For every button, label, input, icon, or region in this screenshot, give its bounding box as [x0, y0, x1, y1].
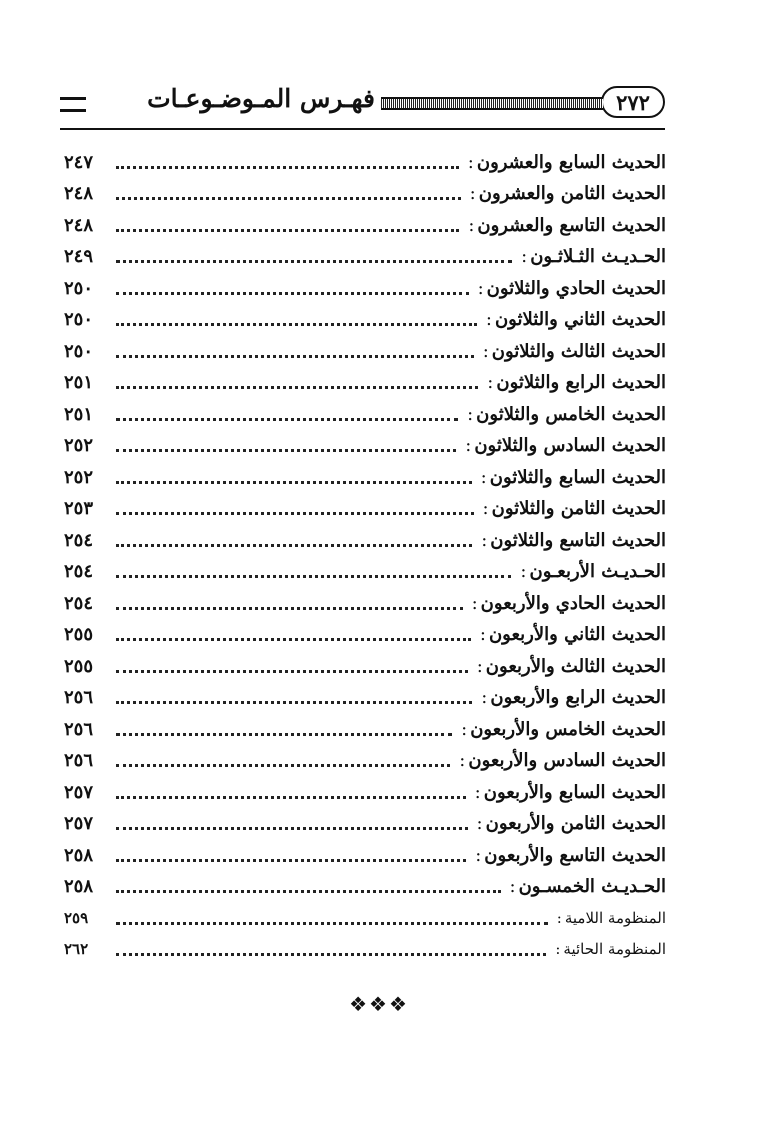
- toc-entry-page: ٢٥٤: [64, 561, 94, 583]
- toc-entry-page: ٢٤٨: [64, 214, 94, 236]
- dot-leader: [116, 921, 548, 925]
- toc-entry-page: ٢٤٧: [64, 151, 94, 173]
- toc-entry: الحديث السادس والأربعون : ٢٥٦: [64, 750, 666, 772]
- toc-entry-title: الحديث الثامن والثلاثون: [491, 498, 666, 520]
- toc-entry-page: ٢٥٢: [64, 435, 94, 457]
- toc-entry-title: الحديث التاسع والأربعون: [484, 844, 666, 866]
- table-of-contents: [64, 147, 666, 965]
- dot-leader: [116, 322, 477, 326]
- toc-entry: الحـديـث الخمسـون : ٢٥٨: [64, 876, 666, 898]
- toc-entry-page: ٢٥٦: [64, 750, 94, 772]
- toc-entry-title: الحديث الثالث والثلاثون: [491, 340, 666, 362]
- header-rule: [60, 128, 665, 130]
- toc-entry-title: الحديث السادس والثلاثون: [474, 435, 666, 457]
- toc-entry: الحديث الثامن والأربعون : ٢٥٧: [64, 813, 666, 835]
- toc-entry-page: ٢٥٧: [64, 813, 94, 835]
- dot-leader: [116, 952, 546, 956]
- toc-entry: الحديث التاسع والعشرون : ٢٤٨: [64, 214, 666, 236]
- toc-entry-title: الحـديـث الأربعـون: [529, 561, 666, 583]
- toc-entry-page: ٢٥١: [64, 403, 94, 425]
- toc-entry: الحديث الرابع والأربعون : ٢٥٦: [64, 687, 666, 709]
- toc-entry-page: ٢٤٩: [64, 246, 94, 268]
- appendix-entry: المنظومة الحائية : ٢٦٢: [64, 940, 666, 958]
- dot-leader: [116, 858, 466, 862]
- toc-entry-page: ٢٥٥: [64, 655, 94, 677]
- dot-leader: [116, 354, 474, 358]
- toc-entry: الحـديـث الثـلاثـون : ٢٤٩: [64, 246, 666, 268]
- toc-entry-title: الحديث الرابع والأربعون: [490, 687, 666, 709]
- toc-entry: الحديث الخامس والأربعون : ٢٥٦: [64, 718, 666, 740]
- toc-entry: الحديث الرابع والثلاثون : ٢٥١: [64, 372, 666, 394]
- toc-entry-title: الحديث السابع والثلاثون: [489, 466, 666, 488]
- toc-entry-page: ٢٥٠: [64, 340, 94, 362]
- toc-entry-page: ٢٤٨: [64, 183, 94, 205]
- dot-leader: [116, 196, 461, 200]
- dot-leader: [116, 480, 472, 484]
- dot-leader: [116, 511, 474, 515]
- appendix-entry-title: المنظومة اللامية: [564, 909, 666, 927]
- toc-entry: الحـديـث الأربعـون : ٢٥٤: [64, 561, 666, 583]
- toc-entry-page: ٢٥٠: [64, 309, 94, 331]
- dot-leader: [116, 637, 471, 641]
- appendix-entry: المنظومة اللامية : ٢٥٩: [64, 909, 666, 927]
- toc-entry-title: الحديث التاسع والثلاثون: [490, 529, 666, 551]
- dot-leader: [116, 700, 472, 704]
- toc-entry-page: ٢٥١: [64, 372, 94, 394]
- toc-entry-title: الحديث الحادي والأربعون: [480, 592, 666, 614]
- toc-entry-title: الحـديـث الثـلاثـون: [530, 246, 666, 268]
- toc-entry-page: ٢٥٤: [64, 529, 94, 551]
- toc-entry-title: الحديث التاسع والعشرون: [477, 214, 666, 236]
- toc-entry-page: ٢٥٧: [64, 781, 94, 803]
- header-title: فهـرس المـوضـوعـات: [147, 84, 375, 113]
- appendix-entry-page: ٢٦٢: [64, 940, 89, 958]
- dot-leader: [116, 228, 459, 232]
- dot-leader: [116, 448, 456, 452]
- toc-entry-title: الحديث الخامس والثلاثون: [476, 403, 666, 425]
- toc-entry-page: ٢٥٦: [64, 718, 94, 740]
- toc-entry-page: ٢٥٥: [64, 624, 94, 646]
- toc-entry-title: الحديث الثاني والأربعون: [488, 624, 666, 646]
- toc-entry: الحديث الثاني والأربعون : ٢٥٥: [64, 624, 666, 646]
- page-header: [60, 84, 665, 126]
- toc-entry-title: الحديث السابع والأربعون: [483, 781, 666, 803]
- toc-entry-page: ٢٥٤: [64, 592, 94, 614]
- dot-leader: [116, 259, 512, 263]
- appendix-entry-page: ٢٥٩: [64, 909, 89, 927]
- toc-entry-title: الحديث الثالث والأربعون: [485, 655, 666, 677]
- toc-entry: الحديث الحادي والثلاثون : ٢٥٠: [64, 277, 666, 299]
- toc-entry: الحديث الثامن والعشرون : ٢٤٨: [64, 183, 666, 205]
- dot-leader: [116, 732, 452, 736]
- toc-entry-title: الحديث السادس والأربعون: [468, 750, 666, 772]
- toc-entry-page: ٢٥٨: [64, 844, 94, 866]
- dot-leader: [116, 763, 450, 767]
- dot-leader: [116, 826, 468, 830]
- toc-entry-title: الحديث الثاني والثلاثون: [494, 309, 666, 331]
- toc-entry-title: الحديث الخامس والأربعون: [470, 718, 666, 740]
- toc-entry-title: الحديث الرابع والثلاثون: [496, 372, 666, 394]
- toc-entry: الحديث الثالث والأربعون : ٢٥٥: [64, 655, 666, 677]
- dot-leader: [116, 385, 478, 389]
- header-end-mark: [60, 97, 86, 112]
- dot-leader: [116, 165, 459, 169]
- toc-entry: الحديث التاسع والأربعون : ٢٥٨: [64, 844, 666, 866]
- toc-entry: الحديث السابع والعشرون : ٢٤٧: [64, 151, 666, 173]
- dot-leader: [116, 795, 466, 799]
- dot-leader: [116, 574, 511, 578]
- dot-leader: [116, 543, 472, 547]
- toc-entry-title: الحديث الثامن والعشرون: [478, 183, 666, 205]
- toc-entry-page: ٢٥٨: [64, 876, 94, 898]
- page-number-badge: ٢٧٢: [601, 86, 665, 118]
- toc-entry: الحديث السادس والثلاثون : ٢٥٢: [64, 435, 666, 457]
- toc-entry-title: الحـديـث الخمسـون: [518, 876, 666, 898]
- toc-entry: الحديث التاسع والثلاثون : ٢٥٤: [64, 529, 666, 551]
- toc-entry: الحديث الخامس والثلاثون : ٢٥١: [64, 403, 666, 425]
- toc-entry: الحديث السابع والثلاثون : ٢٥٢: [64, 466, 666, 488]
- dot-leader: [116, 417, 458, 421]
- toc-entry: الحديث الثاني والثلاثون : ٢٥٠: [64, 309, 666, 331]
- toc-entry-page: ٢٥٣: [64, 498, 94, 520]
- toc-entry-title: الحديث الثامن والأربعون: [485, 813, 666, 835]
- dot-leader: [116, 889, 501, 893]
- toc-entry-title: الحديث الحادي والثلاثون: [486, 277, 666, 299]
- toc-entry-page: ٢٥٠: [64, 277, 94, 299]
- appendix-entry-title: المنظومة الحائية: [563, 940, 666, 958]
- toc-entry-page: ٢٥٦: [64, 687, 94, 709]
- header-decorative-bar: [381, 97, 603, 110]
- dot-leader: [116, 606, 463, 610]
- dot-leader: [116, 291, 469, 295]
- toc-entry: الحديث السابع والأربعون : ٢٥٧: [64, 781, 666, 803]
- toc-entry-title: الحديث السابع والعشرون: [476, 151, 666, 173]
- toc-entry: الحديث الحادي والأربعون : ٢٥٤: [64, 592, 666, 614]
- toc-entry-page: ٢٥٢: [64, 466, 94, 488]
- end-ornament: ❖❖❖: [349, 992, 409, 1016]
- toc-entry: الحديث الثالث والثلاثون : ٢٥٠: [64, 340, 666, 362]
- dot-leader: [116, 669, 468, 673]
- toc-entry: الحديث الثامن والثلاثون : ٢٥٣: [64, 498, 666, 520]
